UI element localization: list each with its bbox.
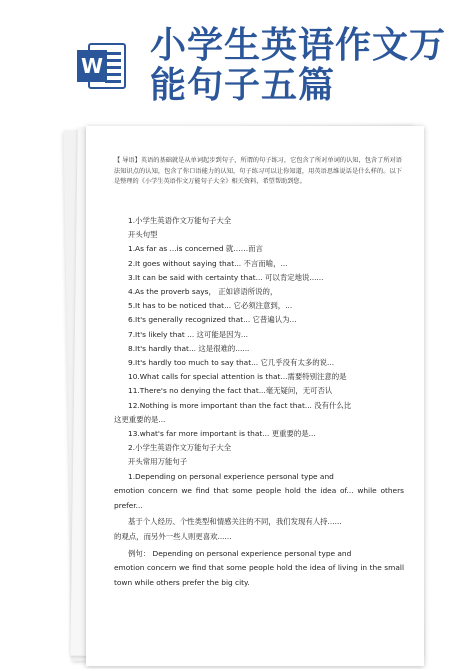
list-item: 3.It can be said with certainty that... 可以肯定地说...... bbox=[128, 272, 324, 282]
list-item-continuation: 这更重要的是... bbox=[114, 414, 166, 424]
header bbox=[0, 0, 474, 118]
list-item: 10.What calls for special attention is that...需要特别注意的是 bbox=[128, 372, 347, 382]
list-item: 9.It's hardly too much to say that... 它几乎没有太多的说... bbox=[128, 358, 335, 368]
list-item: 11.There's no denying the fact that...毫无疑问，无可否认 bbox=[128, 386, 333, 396]
list-item: 13.what's far more important is that... 更重要的是... bbox=[128, 429, 316, 439]
title-line-2: 能句子五篇 bbox=[150, 65, 336, 106]
list-item: 1.As far as ...is concerned 就……而言 bbox=[128, 244, 263, 254]
list-item: 6.It's generally recognized that... 它普遍认为... bbox=[128, 315, 297, 325]
subheading: 开头句型 bbox=[128, 230, 158, 240]
word-document-icon bbox=[75, 40, 127, 92]
paragraph bbox=[114, 547, 404, 591]
page-title bbox=[150, 26, 460, 106]
section-heading-1: 1.小学生英语作文万能句子大全 bbox=[128, 216, 232, 225]
list-item: 2.It goes without saying that... 不言而喻，... bbox=[128, 258, 288, 268]
list-item: 4.As the proverb says， 正如谚语所说的， bbox=[128, 287, 278, 297]
list-item: 5.It has to be noticed that... 它必须注意到，... bbox=[128, 301, 293, 311]
paragraph-rest: emotion concern we find that some people hold the idea of... while others prefer... bbox=[114, 486, 404, 510]
paragraph-first-line: 例句： Depending on personal experience personal type and bbox=[128, 548, 352, 558]
paragraph-rest: 的观点，而另外一些人则更喜欢...... bbox=[114, 532, 232, 542]
list-item: 7.It's likely that ... 这可能是因为... bbox=[128, 329, 248, 339]
list-item: 8.It's hardly that... 这是很难的...... bbox=[128, 343, 250, 353]
list-item: 12.Nothing is more important than the fact that... 没有什么比 bbox=[128, 400, 352, 410]
word-icon-letter: W bbox=[80, 54, 104, 78]
title-line-1: 小学生英语作文万 bbox=[150, 25, 447, 66]
paragraph bbox=[114, 515, 404, 544]
paragraph-first-line: 基于个人经历、个性类型和情感关注的不同，我们发现有人持...... bbox=[128, 517, 342, 527]
document-body bbox=[114, 214, 404, 590]
subheading: 开头常用万能句子 bbox=[128, 457, 188, 467]
section-heading-2: 2.小学生英语作文万能句子大全 bbox=[128, 443, 232, 453]
intro-paragraph: 【 导语】英语的基础就是从单词起步到句子，所谓的句子练习，它包含了所对单词的认知，包含了所对语法知识点的认知，包含了你口语能力的认知，句子练习可以让你知道，用英语思维说话是什么样的。以下是整理的《小学生英语作文万能句子大全》相关资料，希望帮助到您。 bbox=[114, 157, 402, 185]
document-page bbox=[86, 126, 424, 666]
paragraph bbox=[114, 470, 404, 514]
paragraph-first-line: 1.Depending on personal experience personal type and bbox=[128, 471, 334, 481]
paragraph-rest: emotion concern we find that some people hold the idea of living in the small town while others prefer the big city. bbox=[114, 563, 404, 587]
